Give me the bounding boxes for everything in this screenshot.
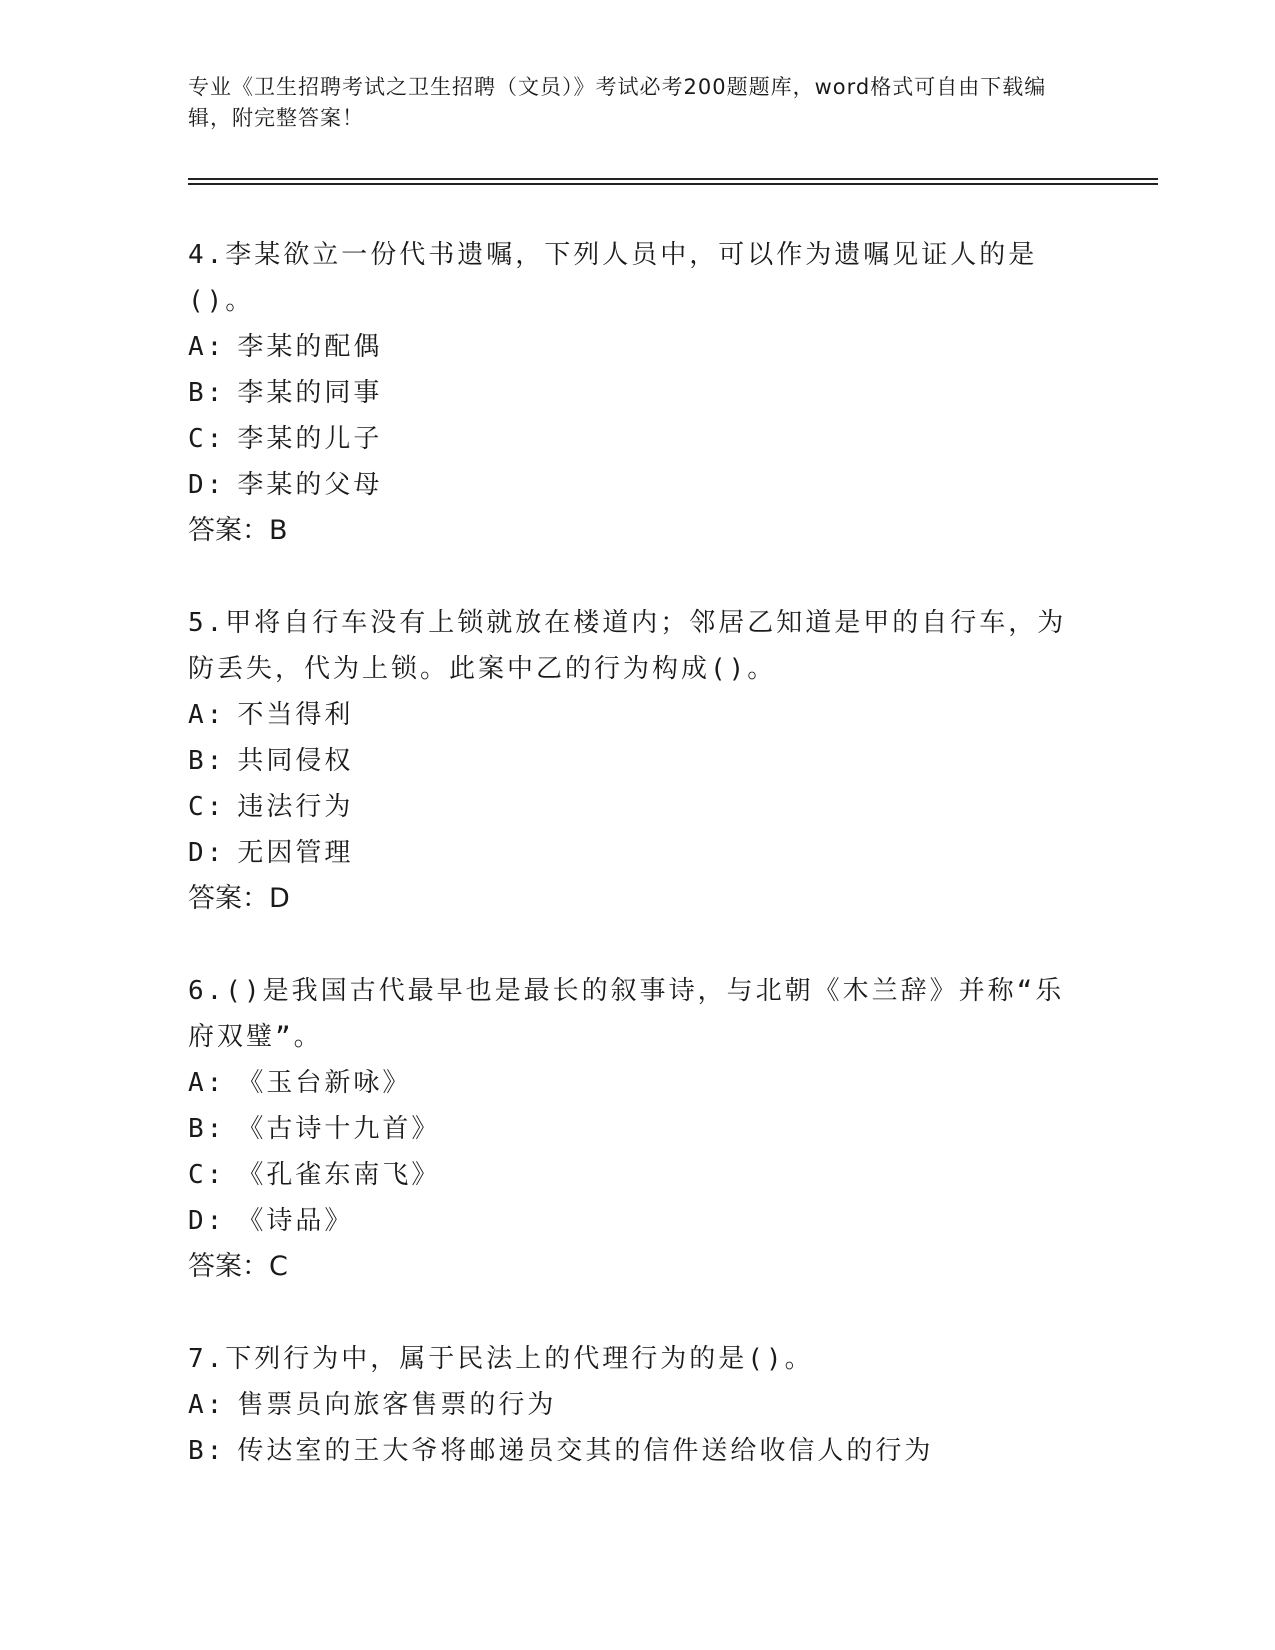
option-a — [188, 1060, 1078, 1106]
question-4 — [188, 232, 1078, 554]
option-c — [188, 416, 1078, 462]
header-divider-top — [188, 178, 1158, 180]
question-list — [188, 232, 1078, 1520]
question-text: 5.甲将自行车没有上锁就放在楼道内；邻居乙知道是甲的自行车，为防丢失，代为上锁。此案中乙的行为构成()。 — [188, 608, 1067, 684]
option-letter: B: — [188, 1436, 226, 1466]
question-text: 6.()是我国古代最早也是最长的叙事诗，与北朝《木兰辞》并称“乐府双璧”。 — [188, 976, 1065, 1052]
question-text: 7.下列行为中，属于民法上的代理行为的是()。 — [188, 1344, 814, 1374]
option-text: 无因管理 — [237, 838, 354, 868]
option-c — [188, 1152, 1078, 1198]
option-text: 《孔雀东南飞》 — [237, 1160, 441, 1190]
question-text: 4.李某欲立一份代书遗嘱，下列人员中，可以作为遗嘱见证人的是()。 — [188, 240, 1038, 316]
option-letter: C: — [188, 792, 226, 822]
option-c — [188, 784, 1078, 830]
option-letter: B: — [188, 1114, 226, 1144]
option-letter: D: — [188, 470, 226, 500]
option-text: 《玉台新咏》 — [237, 1068, 412, 1098]
option-d — [188, 1198, 1078, 1244]
option-text: 共同侵权 — [237, 746, 354, 776]
option-text: 李某的同事 — [237, 378, 383, 408]
option-b — [188, 370, 1078, 416]
option-b — [188, 738, 1078, 784]
question-7 — [188, 1336, 1078, 1474]
option-letter: A: — [188, 1068, 226, 1098]
question-6 — [188, 968, 1078, 1290]
answer: 答案：B — [188, 515, 288, 546]
option-d — [188, 462, 1078, 508]
option-b — [188, 1106, 1078, 1152]
option-a — [188, 324, 1078, 370]
option-b — [188, 1428, 1078, 1474]
option-d — [188, 830, 1078, 876]
option-text: 不当得利 — [237, 700, 354, 730]
option-letter: A: — [188, 332, 226, 362]
option-letter: D: — [188, 838, 226, 868]
option-text: 李某的儿子 — [237, 424, 383, 454]
answer: 答案：C — [188, 1251, 288, 1282]
header-divider-bottom — [188, 183, 1158, 185]
option-letter: B: — [188, 378, 226, 408]
document-intro: 专业《卫生招聘考试之卫生招聘（文员）》考试必考200题题库，word格式可自由下载编辑，附完整答案！ — [188, 75, 1047, 130]
option-text: 《诗品》 — [237, 1206, 354, 1236]
option-letter: B: — [188, 746, 226, 776]
option-a — [188, 692, 1078, 738]
option-text: 违法行为 — [237, 792, 354, 822]
option-text: 传达室的王大爷将邮递员交其的信件送给收信人的行为 — [237, 1436, 934, 1466]
option-text: 李某的父母 — [237, 470, 383, 500]
option-letter: C: — [188, 424, 226, 454]
option-letter: C: — [188, 1160, 226, 1190]
option-letter: A: — [188, 700, 226, 730]
option-letter: D: — [188, 1206, 226, 1236]
option-text: 《古诗十九首》 — [237, 1114, 441, 1144]
answer: 答案：D — [188, 883, 290, 914]
option-text: 李某的配偶 — [237, 332, 383, 362]
option-text: 售票员向旅客售票的行为 — [237, 1390, 557, 1420]
question-5 — [188, 600, 1078, 922]
option-a — [188, 1382, 1078, 1428]
option-letter: A: — [188, 1390, 226, 1420]
